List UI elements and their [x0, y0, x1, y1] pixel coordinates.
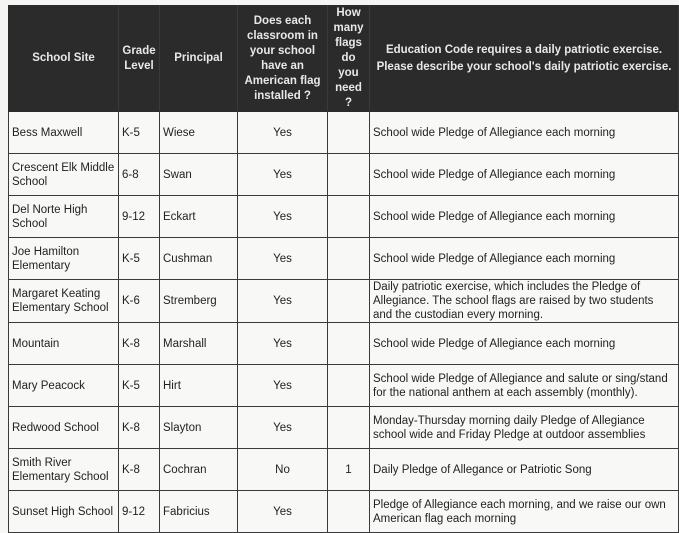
cell-flag-installed: Yes	[238, 238, 328, 280]
cell-flags-needed	[328, 407, 370, 449]
cell-principal: Cushman	[160, 238, 238, 280]
header-flags-needed	[328, 6, 370, 112]
header-needed-line: need ?	[335, 82, 362, 109]
header-exercise-line: Please describe your school's daily patriotic exercise.	[376, 60, 672, 73]
cell-patriotic-exercise: Daily patriotic exercise, which includes the Pledge of Allegiance. The school flags are raised by two students and the custodian every morning.	[370, 280, 679, 323]
header-flag-line: classroom in	[247, 29, 318, 42]
cell-grade-level: K-5	[119, 238, 160, 280]
cell-flag-installed: Yes	[238, 365, 328, 407]
cell-flags-needed	[328, 196, 370, 238]
cell-school-site: Mary Peacock	[9, 365, 119, 407]
cell-grade-level: K-6	[119, 280, 160, 323]
cell-school-site: Bess Maxwell	[9, 112, 119, 154]
header-flag-line: installed ?	[254, 89, 311, 102]
cell-flags-needed	[328, 112, 370, 154]
cell-flags-needed	[328, 280, 370, 323]
header-grade-line: Grade	[122, 44, 156, 57]
cell-principal: Marshall	[160, 323, 238, 365]
table-row	[9, 323, 679, 365]
table-row	[9, 280, 679, 323]
header-needed-line: many	[333, 22, 364, 34]
cell-flag-installed: No	[238, 449, 328, 491]
header-needed-line: flags	[335, 37, 362, 49]
cell-patriotic-exercise: School wide Pledge of Allegiance each morning	[370, 196, 679, 238]
cell-grade-level: K-5	[119, 112, 160, 154]
cell-patriotic-exercise: School wide Pledge of Allegiance each morning	[370, 112, 679, 154]
cell-patriotic-exercise: School wide Pledge of Allegiance each morning	[370, 154, 679, 196]
cell-patriotic-exercise: Monday-Thursday morning daily Pledge of Allegiance school wide and Friday Pledge at outdoor assemblies	[370, 407, 679, 449]
cell-flags-needed	[328, 238, 370, 280]
cell-flag-installed: Yes	[238, 154, 328, 196]
cell-school-site: Redwood School	[9, 407, 119, 449]
table-row	[9, 196, 679, 238]
header-school-site: School Site	[9, 6, 119, 112]
cell-grade-level: 9-12	[119, 491, 160, 533]
cell-principal: Swan	[160, 154, 238, 196]
cell-grade-level: 9-12	[119, 196, 160, 238]
header-flag-installed	[238, 6, 328, 112]
cell-principal: Wiese	[160, 112, 238, 154]
cell-flags-needed	[328, 365, 370, 407]
header-principal: Principal	[160, 6, 238, 112]
table-row	[9, 112, 679, 154]
cell-school-site: Crescent Elk Middle School	[9, 154, 119, 196]
table-row	[9, 365, 679, 407]
cell-school-site: Mountain	[9, 323, 119, 365]
cell-flag-installed: Yes	[238, 491, 328, 533]
cell-principal: Fabricius	[160, 491, 238, 533]
table-row	[9, 407, 679, 449]
header-flag-line: have an	[261, 59, 304, 72]
cell-flags-needed	[328, 154, 370, 196]
cell-school-site: Margaret Keating Elementary School	[9, 280, 119, 323]
table-row	[9, 491, 679, 533]
cell-principal: Eckart	[160, 196, 238, 238]
header-needed-line: do you	[338, 52, 359, 79]
cell-grade-level: 6-8	[119, 154, 160, 196]
header-patriotic-exercise	[370, 6, 679, 112]
cell-flags-needed	[328, 491, 370, 533]
cell-grade-level: K-5	[119, 365, 160, 407]
header-exercise-line: Education Code requires a daily patriotic exercise.	[385, 43, 663, 56]
header-flag-line: Does each	[253, 14, 312, 27]
cell-grade-level: K-8	[119, 323, 160, 365]
cell-patriotic-exercise: School wide Pledge of Allegiance and salute or sing/stand for the national anthem at each assembly (monthly).	[370, 365, 679, 407]
cell-flag-installed: Yes	[238, 323, 328, 365]
header-grade-level	[119, 6, 160, 112]
school-flag-survey-table	[8, 5, 679, 533]
cell-grade-level: K-8	[119, 449, 160, 491]
header-row	[9, 6, 679, 112]
cell-flag-installed: Yes	[238, 112, 328, 154]
cell-grade-level: K-8	[119, 407, 160, 449]
cell-patriotic-exercise: Daily Pledge of Allegance or Patriotic Song	[370, 449, 679, 491]
cell-principal: Stremberg	[160, 280, 238, 323]
cell-patriotic-exercise: School wide Pledge of Allegiance each morning	[370, 323, 679, 365]
cell-flags-needed: 1	[328, 449, 370, 491]
table-row	[9, 449, 679, 491]
cell-school-site: Del Norte High School	[9, 196, 119, 238]
cell-flag-installed: Yes	[238, 280, 328, 323]
cell-principal: Slayton	[160, 407, 238, 449]
cell-flag-installed: Yes	[238, 407, 328, 449]
table-row	[9, 238, 679, 280]
table-row	[9, 154, 679, 196]
cell-school-site: Joe Hamilton Elementary	[9, 238, 119, 280]
cell-patriotic-exercise: School wide Pledge of Allegiance each morning	[370, 238, 679, 280]
cell-patriotic-exercise: Pledge of Allegiance each morning, and we raise our own American flag each morning	[370, 491, 679, 533]
header-needed-line: How	[336, 7, 361, 19]
cell-school-site: Smith River Elementary School	[9, 449, 119, 491]
cell-principal: Hirt	[160, 365, 238, 407]
cell-school-site: Sunset High School	[9, 491, 119, 533]
header-flag-line: American flag	[244, 74, 321, 87]
header-grade-line: Level	[124, 59, 154, 72]
cell-flag-installed: Yes	[238, 196, 328, 238]
cell-principal: Cochran	[160, 449, 238, 491]
cell-flags-needed	[328, 323, 370, 365]
header-flag-line: your school	[249, 44, 316, 57]
